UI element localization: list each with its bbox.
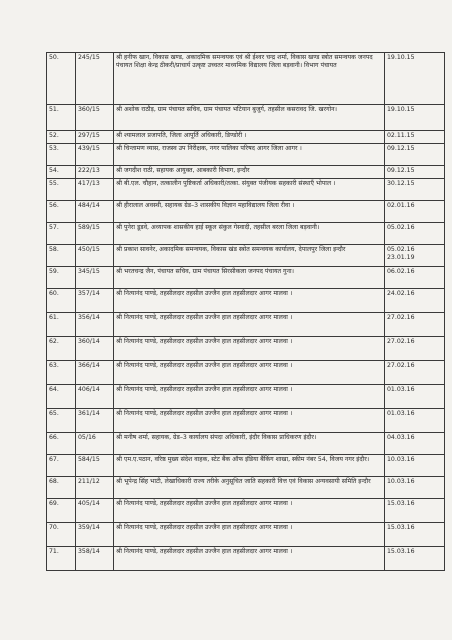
case-number-cell: 361/14 — [76, 409, 114, 433]
table-row — [47, 144, 445, 166]
case-number-cell: 405/14 — [76, 499, 114, 523]
case-number-cell: 584/15 — [76, 455, 114, 477]
date-value: 10.03.16 — [387, 478, 415, 485]
description-cell: श्री हीरालाल अवस्थी, सहायक ग्रेड–3 शासकीय विज्ञान महाविद्यालय जिला रीवा । — [114, 201, 385, 223]
description-cell: श्री एम.ए.पठान, वरिष्ठ मुख्य संदेश वाहक, स्टेट बैंक ऑफ इंडिया बैंकिंग शाखा, स्कीम नंबर 54, विजय नगर इंदौर। — [114, 455, 385, 477]
case-number-cell: 589/15 — [76, 223, 114, 245]
table-row — [47, 547, 445, 571]
description-cell: श्री प्रकाश सावनेर, अकादमिक समन्वयक, विकास खंड स्त्रोत समन्वयक कार्यालय, देपालपुर जिला इन्दौर — [114, 245, 385, 267]
serial-number-cell: 67. — [47, 455, 76, 477]
table-row — [47, 433, 445, 455]
description-cell: श्री मनीष शर्मा, सहायक, ग्रेड–3 कार्यालय संपदा अधिकारी, इंदौर विकास प्राधिकरण इंदौर। — [114, 433, 385, 455]
date-cell — [385, 385, 445, 409]
table-row — [47, 223, 445, 245]
date-value: 19.10.15 — [387, 106, 415, 113]
serial-number-cell: 68. — [47, 477, 76, 499]
case-number-cell: 360/15 — [76, 105, 114, 131]
date-cell — [385, 105, 445, 131]
description-cell: श्री नित्यानंद पाण्डे, तहसीलदार तहसील उज्जैन हाल तहसीलदार आगर मालवा । — [114, 337, 385, 361]
date-value: 23.01.19 — [387, 254, 415, 262]
serial-number-cell: 60. — [47, 289, 76, 313]
serial-number-cell: 71. — [47, 547, 76, 571]
description-cell: श्री नित्यानंद पाण्डे, तहसीलदार तहसील उज्जैन हाल तहसीलदार आगर मालवा । — [114, 385, 385, 409]
date-cell — [385, 289, 445, 313]
case-number-cell: 417/13 — [76, 179, 114, 201]
description-cell: श्री जगदीश राठी, सहायक आयुक्त, आबकारी विभाग, इन्दौर — [114, 166, 385, 179]
serial-number-cell: 65. — [47, 409, 76, 433]
serial-number-cell: 62. — [47, 337, 76, 361]
date-value: 02.11.15 — [387, 132, 415, 139]
date-value: 06.02.16 — [387, 268, 415, 275]
date-cell — [385, 313, 445, 337]
date-cell — [385, 201, 445, 223]
table-row — [47, 385, 445, 409]
case-number-cell: 358/14 — [76, 547, 114, 571]
date-cell — [385, 53, 445, 105]
date-value: 27.02.16 — [387, 362, 415, 369]
table-row — [47, 245, 445, 267]
serial-number-cell: 69. — [47, 499, 76, 523]
serial-number-cell: 61. — [47, 313, 76, 337]
table-row — [47, 523, 445, 547]
table-row — [47, 499, 445, 523]
case-number-cell: 450/15 — [76, 245, 114, 267]
date-cell — [385, 245, 445, 267]
date-cell — [385, 477, 445, 499]
description-cell: श्री पुनेरा डूडवे, अध्यापक शासकीय हाई स्कूल संकुल गेस्वादी, तहसील बरला जिला बड़वानी। — [114, 223, 385, 245]
table-row — [47, 166, 445, 179]
date-cell — [385, 433, 445, 455]
date-cell — [385, 267, 445, 289]
case-number-cell: 222/13 — [76, 166, 114, 179]
description-cell: श्री नित्यानंद पाण्डे, तहसीलदार तहसील उज्जैन हाल तहसीलदार आगर मालवा । — [114, 499, 385, 523]
date-value: 02.01.16 — [387, 202, 415, 209]
serial-number-cell: 58. — [47, 245, 76, 267]
table-row — [47, 289, 445, 313]
date-value: 24.02.16 — [387, 290, 415, 297]
case-register-table — [46, 52, 445, 571]
serial-number-cell: 59. — [47, 267, 76, 289]
serial-number-cell: 55. — [47, 179, 76, 201]
case-number-cell: 245/15 — [76, 53, 114, 105]
date-cell — [385, 455, 445, 477]
date-value: 09.12.15 — [387, 167, 415, 174]
date-cell — [385, 223, 445, 245]
description-cell: श्री चिन्तामण व्यास, राजस्व उप निरीक्षक, नगर पालिका परिषद आगर जिला आगर । — [114, 144, 385, 166]
date-value: 01.03.16 — [387, 410, 415, 417]
serial-number-cell: 51. — [47, 105, 76, 131]
date-cell — [385, 499, 445, 523]
date-cell — [385, 361, 445, 385]
date-value: 15.03.16 — [387, 500, 415, 507]
case-number-cell: 297/15 — [76, 131, 114, 144]
table-row — [47, 267, 445, 289]
serial-number-cell: 63. — [47, 361, 76, 385]
description-cell: श्री बी.एल. चौहान, तत्कालीन पुष्टिकर्ता अधिकारी/तत्का. संयुक्त पंजीयक सहकारी संस्थाएँ भोपाल । — [114, 179, 385, 201]
serial-number-cell: 52. — [47, 131, 76, 144]
date-cell — [385, 409, 445, 433]
serial-number-cell: 53. — [47, 144, 76, 166]
table-row — [47, 313, 445, 337]
date-value: 05.02.16 — [387, 246, 415, 253]
case-number-cell: 05/16 — [76, 433, 114, 455]
description-cell: श्री भरतचन्द्र जैन, पंचायत सचिव, ग्राम पंचायत सिरसीकला जनपद पंचायत गुना। — [114, 267, 385, 289]
case-number-cell: 439/15 — [76, 144, 114, 166]
date-value: 05.02.16 — [387, 224, 415, 231]
description-cell: श्री भूपेन्द्र सिंह भाटी, लेखाधिकारी राज्य तरीके अनुसूचित जाति सहकारी वित्त एवं विकास अन्यवसायी समिति इन्दौर — [114, 477, 385, 499]
table-row — [47, 455, 445, 477]
description-cell: श्री नित्यानंद पाण्डे, तहसीलदार तहसील उज्जैन हाल तहसीलदार आगर मालवा । — [114, 361, 385, 385]
table-row — [47, 179, 445, 201]
description-cell: श्री नित्यानंद पाण्डे, तहसीलदार तहसील उज्जैन हाल तहसीलदार आगर मालवा । — [114, 547, 385, 571]
table-row — [47, 131, 445, 144]
case-number-cell: 345/15 — [76, 267, 114, 289]
date-cell — [385, 547, 445, 571]
description-cell: श्री नित्यानंद पाण्डे, तहसीलदार तहसील उज्जैन हाल तहसीलदार आगर मालवा । — [114, 523, 385, 547]
date-cell — [385, 131, 445, 144]
table-body — [47, 53, 445, 571]
description-cell: श्री हनीफ खान, विकास खण्ड, अकादमिक समन्वयक एवं श्री ईश्वर चन्द्र शर्मा, विकास खण्ड स्त्रोत समन्वयक जनपद पंचायत शिक्षा केन्द्र ठीकरी/प्राचार्य उत्कृष्ट उच्चतर माध्यमिक विद्यालय जिला बड़वानी। विभाग पंचायत — [114, 53, 385, 105]
serial-number-cell: 64. — [47, 385, 76, 409]
table-row — [47, 53, 445, 105]
description-cell: श्री श्यामलाल प्रजापति, जिला आपूर्ति अधिकारी, डिण्डोरी । — [114, 131, 385, 144]
serial-number-cell: 56. — [47, 201, 76, 223]
case-number-cell: 484/14 — [76, 201, 114, 223]
table-row — [47, 337, 445, 361]
date-value: 27.02.16 — [387, 314, 415, 321]
date-cell — [385, 523, 445, 547]
date-value: 09.12.15 — [387, 145, 415, 152]
case-number-cell: 366/14 — [76, 361, 114, 385]
serial-number-cell: 57. — [47, 223, 76, 245]
description-cell: श्री नित्यानंद पाण्डे, तहसीलदार तहसील उज्जैन हाल तहसीलदार आगर मालवा । — [114, 289, 385, 313]
description-cell: श्री नित्यानंद पाण्डे, तहसीलदार तहसील उज्जैन हाल तहसीलदार आगर मालवा । — [114, 313, 385, 337]
date-cell — [385, 179, 445, 201]
table-row — [47, 105, 445, 131]
date-cell — [385, 337, 445, 361]
serial-number-cell: 54. — [47, 166, 76, 179]
date-value: 19.10.15 — [387, 54, 415, 61]
table-row — [47, 361, 445, 385]
case-number-cell: 211/12 — [76, 477, 114, 499]
case-number-cell: 359/14 — [76, 523, 114, 547]
case-number-cell: 357/14 — [76, 289, 114, 313]
case-number-cell: 356/14 — [76, 313, 114, 337]
table-row — [47, 409, 445, 433]
case-number-cell: 360/14 — [76, 337, 114, 361]
serial-number-cell: 70. — [47, 523, 76, 547]
date-cell — [385, 166, 445, 179]
date-value: 30.12.15 — [387, 180, 415, 187]
date-value: 15.03.16 — [387, 524, 415, 531]
serial-number-cell: 50. — [47, 53, 76, 105]
serial-number-cell: 66. — [47, 433, 76, 455]
date-value: 10.03.16 — [387, 456, 415, 463]
description-cell: श्री नित्यानंद पाण्डे, तहसीलदार तहसील उज्जैन हाल तहसीलदार आगर मालवा । — [114, 409, 385, 433]
date-cell — [385, 144, 445, 166]
description-cell: श्री अशोक राठौड़, ग्राम पंचायत सचिव, ग्राम पंचायत भटियान बुजुर्ग, तहसील कसरावद जि. खरगोन। — [114, 105, 385, 131]
date-value: 04.03.16 — [387, 434, 415, 441]
date-value: 15.03.16 — [387, 548, 415, 555]
table-row — [47, 201, 445, 223]
table-row — [47, 477, 445, 499]
date-value: 27.02.16 — [387, 338, 415, 345]
case-number-cell: 406/14 — [76, 385, 114, 409]
date-value: 01.03.16 — [387, 386, 415, 393]
